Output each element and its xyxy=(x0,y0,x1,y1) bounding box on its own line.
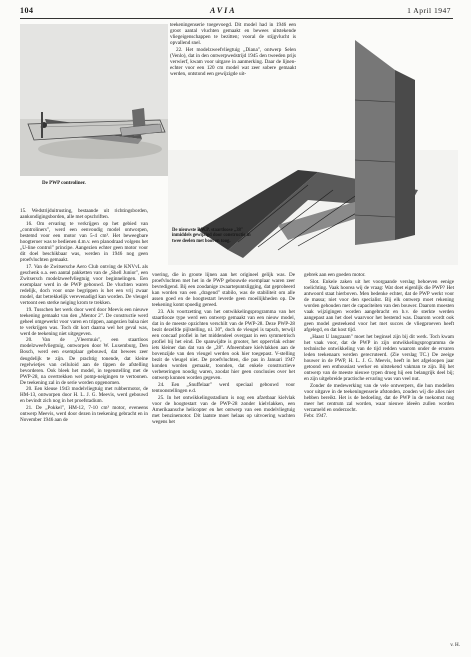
middle-column-top xyxy=(170,22,296,78)
issue-date: 1 April 1947 xyxy=(407,6,451,15)
paragraph: gebrek aan een goeden motor. xyxy=(304,272,366,278)
journal-title: AVIA xyxy=(210,6,237,15)
paragraph: 15. Wedstrijduitrusting, bestaande uit richtingsborden, aankondigingsborden, alle met opschriften. xyxy=(20,208,148,221)
paragraph: Slot. Enkele zaken uit het voorgaande verslag behoeven eenige toelichting. Vaak hoorea wij de vraag: Wat doet eigenlijk die PWP? Het antwoord staat hierboven. Men bedenke echter, dat de PWP werkt voor de massa; niet voor den specialist. Bij elk ontwerp moet rekening worden gehouden met de capaciteiten van den bouwer. Daarom moesten vaak wijzigingen worden aangebracht en b.v. de sterkte werden aangepast aan het doel waarvoor het bestemd was. Daarom wordt ook geen model gesteekend voor het met succes de vliegproeven heeft afgelegd, en dat kost tijd. xyxy=(304,278,454,334)
paragraph: 22. Het modelzweefvliegtuig „Diana", ontwerp Selen (Venlo), dat in den ontwerpwedstrijd 1945 den tweeden prijs verwierf, kwam voor uitgave in aanmerking. Daar de lijnen- echter voor een 120 cm model wat zeer sobere gemaakt werden, ontstond een gewijzigde uit- xyxy=(170,46,296,77)
right-column xyxy=(304,272,454,420)
paragraph: 20. Een kleuse 1943 modelvliegtuig met rubbermotor, de HM-13, ontworpen door H. L. J. G. Meevis, werd gebouwd en bevindt zich nog in het proefstadium. xyxy=(20,386,148,405)
middle-column-bottom xyxy=(152,272,295,426)
page-number: 104 xyxy=(20,6,34,15)
signature: v. H. xyxy=(450,642,460,648)
paragraph: 16. Om ervaring te verkrijgen op het gebied van „controliners", werd een eenvoudig model ontworpen, bestemd voor een motor van 5-4 cm³. Het beweegbare hoogteroer was te bedienen d.m.v. een planodraad volgens het „U-line control" principe. Aangezien echter geen motor voor dit doel beschikbaar was, werden in 1946 nog geen proefvluchten gemaakt. xyxy=(20,220,148,263)
paragraph: 25. In het ontwikkelingsstadium is nog een afzetbaar kielvlak voor de hoogtestart van de PWP-28 zonder kielvlakken, een Amerikaansche helicopter en het ontwerp van een modelvliegtuig met benzinemotor. Dit laatste moet helaas op uitvoering wachten wegens het xyxy=(152,394,295,425)
paragraph: 24. Een „Snuffelaar" werd speciaal gebouwd voor tentoonstellingen e.d. xyxy=(152,382,295,395)
paragraph: 17. Van de Zwitsersche Aero Club ontving de KNVvL als geschenk o.a. een aantal pakketten van de „Shell Junior", een Zwitsersch modelzweefvliegtuig voor beginnelingen. Een exemplaar werd in de PWP gebouwd. De vluchten waren redelijk, doch voor onze begrippen is het een vrij zwaar model, dat betrekkelijk verevenadigd kan worden. De vleugel vertoont een sterke neiging krom te trekken. xyxy=(20,263,148,306)
paragraph: 21. De „Pokkel", HM-12, 7-10 cm³ motor, eveneens ontwerp Meevis, werd door dezen in teekening gebracht en in November 1946 aan de xyxy=(20,405,148,424)
photo1-caption: De PWP controliner. xyxy=(42,181,86,186)
tower-illustration xyxy=(300,40,460,260)
paragraph: voering, die in groote lijnen aan het origineel gelijk was. De proefvluchten met het in de PWP gebouwde exemplaar waren zeer bevredigend. Bij een zoodanige zwaartepuntsligging, dat geprobeerd kan worden van een „dragend" stabilo, was de stabiliteit om alle assen goed en de hoogtestart leverde geen moeilijkheden op. De teekening komt spoedig gereed. xyxy=(152,272,295,309)
paragraph: „Haast U langzaam" moet het beginsel zijn bij dit werk. Toch kwam het vaak voor, dat de PWP in zijn ontwikkelingsprogramma de technische ontwikkeling van de tijd redden waarom onder de ervaren leden teekenaars werden gerecruteerd. (Zie verslag TC.) De zeeige houwer in de PWP, H. L. J. G. Meevis, heeft in het afgeloopen jaar getoond een enthousiast werker en uitstekend vakman te zijn. Bij het ontwerp van de meeste nieuwe typen droeg hij een belangrijk deel bij; en zijn uitgebreide practische ervaring was van veel nut. xyxy=(304,333,454,382)
controliner-model-illustration xyxy=(20,24,168,176)
paragraph: Zonder de medewerking van de vele ontwerpers, die hun modellen voor uitgave in de teekeningenserie afstonden, zouden wij die alles niet hebben bereikt. Het is de bedoeling, dat de PWP in de toekomst nog meer het centrum zal worden, waar nieuwe ideeën zullen worden verzameld en onderzocht. xyxy=(304,382,454,413)
paragraph: 23. Als voortzetting van het ontwikkelingsprogramma van het staartlooze type werd een ontwerp gemaakt van een nieuw model, dat in de meeste opzichten verschilt van de PWP-28. Deze PWP-28 bezit dezelfde pijlstelling, nl. 30°, doch de vleugel is tapsch, terwijl een concaaf profiel in het middendeel overgaat in een symmetrisch profiel bij het eind. De spanwijdte is grooter, het oppervlak echter iets kleiner dan dat van de „28". Afneembare kielvlakken aan de bovenzijde van den vleugel werden ook hier toegepast. V-stelling bezit de vleugel niet. De proefvluchten, die pas in Januari 1947 konden worden gemaakt, toonden, dat enkele constructieve verbeteringen noodig waren, zoodat hier geen conclusies over het ontwerp kunnen worden gegeven. xyxy=(152,308,295,382)
paragraph: teekeningenserie toegevoegd. Dit model had in 1946 een groot aantal vluchten gemaakt en bewees uitstekende vliegeigenschappen te bezitten; vooral de stijgvlucht is opvallend snel. xyxy=(170,22,296,47)
closing-date: Febr. 1947. xyxy=(304,413,328,420)
controliner-photo xyxy=(20,24,168,176)
paragraph: 19. Tusschen het werk door werd door Meevis een nieuwe teekening gemaakt van den „Mentor 2". De constructie werd geheel omgewerkt voor varen en trippen, aangezien balsa niet te verkrijgen was. Toch dit kort daarna wel het geval was, werd de teekening niet uitgegeven. xyxy=(20,306,148,337)
paragraph: 20. Van de „Vleermuis", een staartloos modelzweefvliegtuig, ontworpen door W. Luxemburg, Den Bosch, werd een exemplaar gebouwd, dat bewees zeer deugdelijk te zijn. De prachtig tonende, dat kleine regelwietjes van celluloid aan de tippen de afstelling bevorderen. Ook bleek het model, in tegenstelling met de PWP-28, na overtrekken wel pomp-neigingen te vertoonen. De teekening zal in de serie worden opgenomen. xyxy=(20,337,148,386)
left-column xyxy=(20,208,148,424)
header-rule xyxy=(20,18,453,19)
photo2-caption: De nieuwste P.W.P. staartloose „38" inmiddels gewijzigd door constructie in twee deelen met boot en toog. xyxy=(172,228,251,244)
